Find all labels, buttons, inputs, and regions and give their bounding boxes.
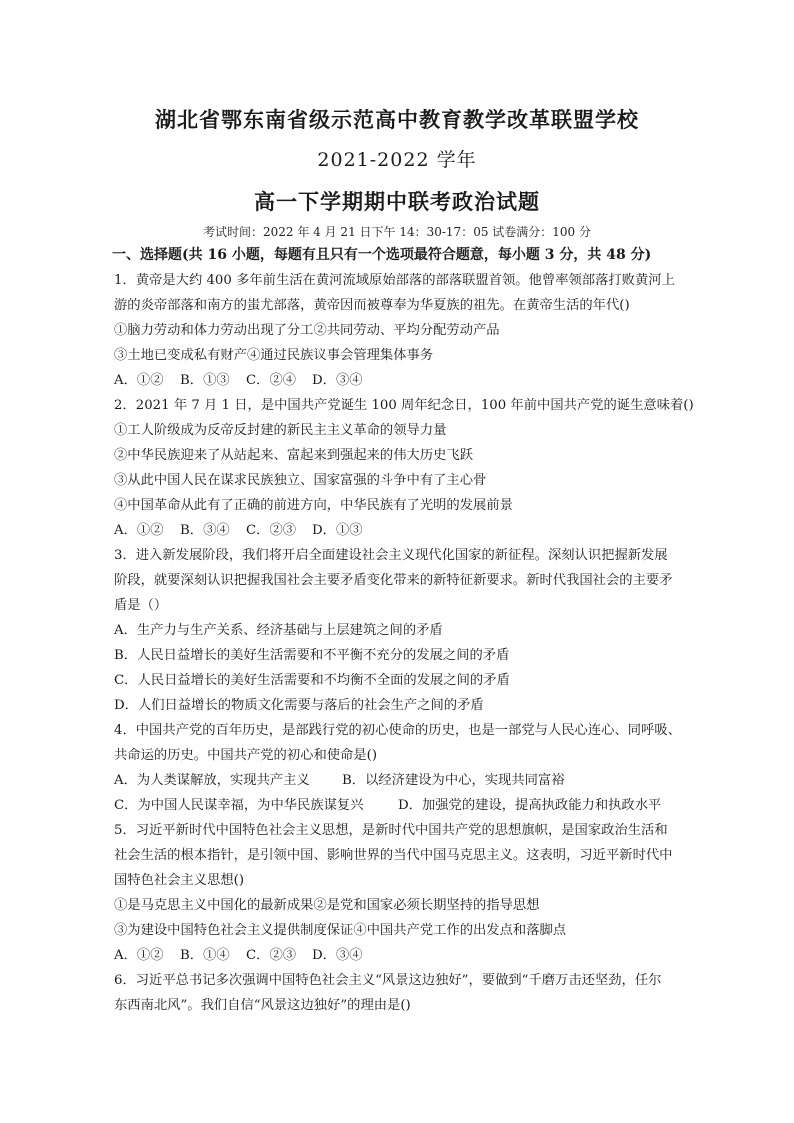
option-a: A．①② <box>114 948 164 963</box>
school-year: 2021-2022 学年 <box>317 149 477 171</box>
exam-info: 考试时间：2022 年 4 月 21 日下午 14：30-17：05 试卷满分：100 分 <box>203 225 591 239</box>
question-2-statement: ①工人阶级成为反帝反封建的新民主主义革命的领导力量 <box>114 423 447 438</box>
question-3-option-c: C．人民日益增长的美好生活需要和不均衡不全面的发展之间的矛盾 <box>114 673 510 688</box>
option-c: C．②③ <box>246 523 297 538</box>
question-5-statement: ③为建设中国特色社会主义提供制度保证④中国共产党工作的出发点和落脚点 <box>114 923 567 938</box>
option-b: B．③④ <box>180 523 230 538</box>
question-1-statement: ①脑力劳动和体力劳动出现了分工②共同劳动、平均分配劳动产品 <box>114 323 500 338</box>
question-5-stem: 社会生活的根本指针，是引领中国、影响世界的当代中国马克思主义。这表明，习近平新时代中 <box>114 848 673 863</box>
question-5-stem: 国特色社会主义思想() <box>114 873 245 888</box>
question-6-stem: 6．习近平总书记多次强调中国特色社会主义“风景这边独好”，要做到“千磨万击还坚劲，任尔 <box>114 973 662 988</box>
question-2-options <box>114 522 714 540</box>
question-1-statement: ③土地已变成私有财产④通过民族议事会管理集体事务 <box>114 348 434 363</box>
question-2-statement: ③从此中国人民在谋求民族独立、国家富强的斗争中有了主心骨 <box>114 473 487 488</box>
question-5-options <box>114 947 714 965</box>
question-4-stem: 4．中国共产党的百年历史，是部践行党的初心使命的历史，也是一部党与人民心连心、同呼吸、 <box>114 723 681 738</box>
option-a: A．①② <box>114 373 164 388</box>
exam-subtitle: 高一下学期期中联考政治试题 <box>254 189 540 214</box>
question-2-stem: 2．2021 年 7 月 1 日，是中国共产党诞生 100 周年纪念日，100 年前中国共产党的诞生意味着() <box>114 398 694 413</box>
option-b: B．以经济建设为中心，实现共同富裕 <box>342 773 565 788</box>
question-1-stem: 游的炎帝部落和南方的蚩尤部落，黄帝因而被尊奉为华夏族的祖先。在黄帝生活的年代() <box>114 298 630 313</box>
option-b: B．①④ <box>180 948 230 963</box>
option-a: A．为人类谋解放，实现共产主义 <box>114 773 310 788</box>
question-2-statement: ②中华民族迎来了从站起来、富起来到强起来的伟大历史飞跃 <box>114 448 474 463</box>
option-d: D．加强党的建设，提高执政能力和执政水平 <box>398 798 662 813</box>
option-d: D．③④ <box>312 373 363 388</box>
question-1-stem: 1．黄帝是大约 400 多年前生活在黄河流域原始部落的部落联盟首领。他曾率领部落打败黄河上 <box>114 273 675 288</box>
question-6-stem: 东西南北风”。我们自信“风景这边独好”的理由是() <box>114 998 411 1013</box>
question-5-stem: 5．习近平新时代中国特色社会主义思想，是新时代中国共产党的思想旗帜，是国家政治生活和 <box>114 823 668 838</box>
option-a: A．①② <box>114 523 164 538</box>
question-3-option-a: A．生产力与生产关系、经济基础与上层建筑之间的矛盾 <box>114 623 443 638</box>
question-3-option-d: D．人们日益增长的物质文化需要与落后的社会生产之间的矛盾 <box>114 698 484 713</box>
question-1-options <box>114 372 714 390</box>
question-4-options <box>114 772 714 790</box>
question-3-stem: 盾是（） <box>114 598 168 613</box>
option-b: B．①③ <box>180 373 230 388</box>
page-title: 湖北省鄂东南省级示范高中教育教学改革联盟学校 <box>155 107 639 132</box>
question-3-stem: 阶段，就要深刻认识把握我国社会主要矛盾变化带来的新特征新要求。新时代我国社会的主要矛 <box>114 573 673 588</box>
option-d: D．③④ <box>312 948 363 963</box>
question-4-options <box>114 797 714 815</box>
question-3-stem: 3．进入新发展阶段，我们将开启全面建设社会主义现代化国家的新征程。深刻认识把握新发展 <box>114 548 668 563</box>
question-5-statement: ①是马克思主义中国化的最新成果②是党和国家必须长期坚持的指导思想 <box>114 898 540 913</box>
option-c: C．为中国人民谋幸福，为中华民族谋复兴 <box>114 798 364 813</box>
option-d: D．①③ <box>312 523 363 538</box>
question-2-statement: ④中国革命从此有了正确的前进方向，中华民族有了光明的发展前景 <box>114 498 513 513</box>
option-c: C．②③ <box>246 948 297 963</box>
question-3-option-b: B．人民日益增长的美好生活需要和不平衡不充分的发展之间的矛盾 <box>114 648 510 663</box>
question-4-stem: 共命运的历史。中国共产党的初心和使命是() <box>114 748 378 763</box>
section-heading: 一、选择题(共 16 小题，每题有且只有一个选项最符合题意，每小题 3 分，共 48 分) <box>112 247 652 263</box>
option-c: C．②④ <box>246 373 297 388</box>
